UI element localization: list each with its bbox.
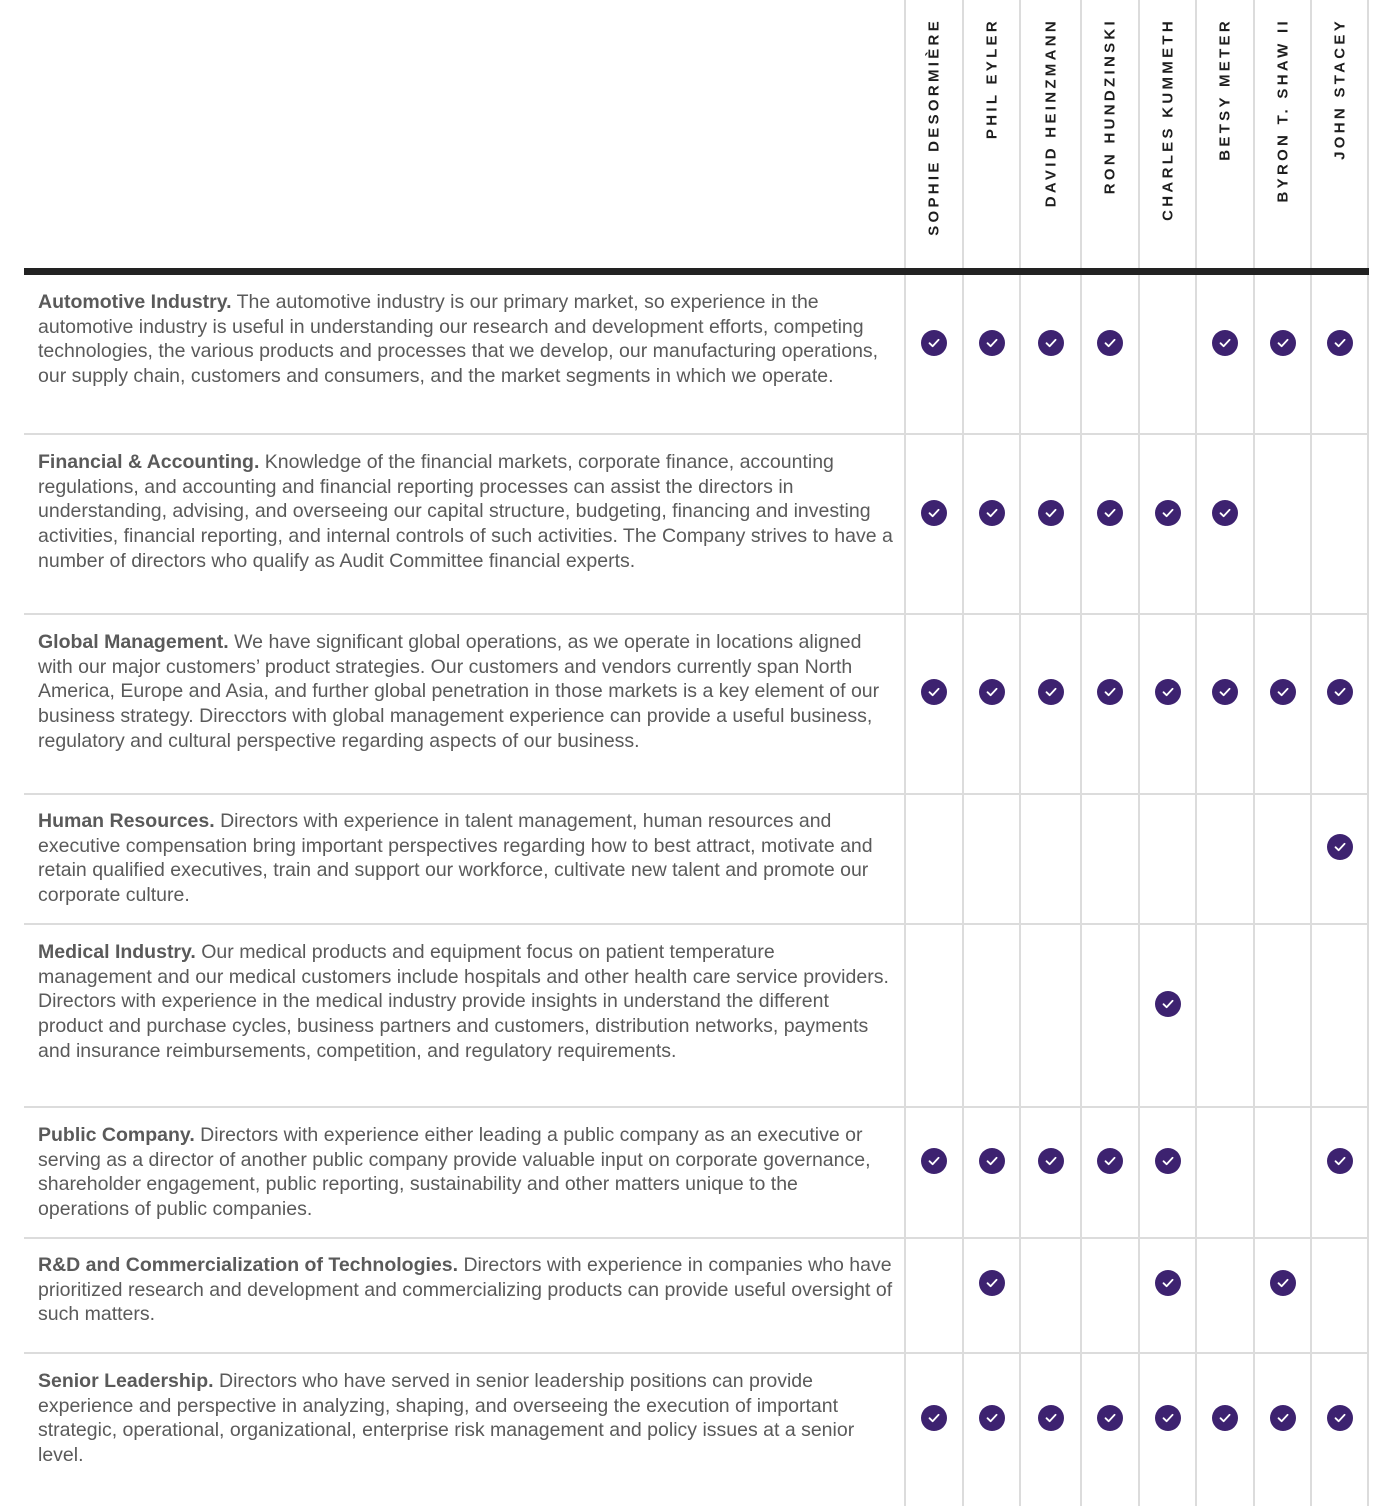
check-icon (1038, 330, 1064, 356)
skill-text: Knowledge of the financial markets, corporate finance, accounting regulations, and accounting and financial reporting processes can assist the directors in understanding, advising, and overseeing our capital structure, budgeting, financing and investing activities, financial reporting, and internal controls of such activities. The Company strives to have a number of directors who qualify as Audit Committee financial experts. (38, 451, 893, 572)
check-icon (1097, 330, 1123, 356)
column-divider (1195, 0, 1197, 1506)
check-icon (1327, 834, 1353, 860)
skill-text: Directors with experience either leading a public company as an executive or serving as a director of another public company provide valuable input on corporate governance, shareholder engagement, public reporting, sustainability and other matters unique to the operations of public companies. (38, 1124, 871, 1221)
check-icon (1097, 500, 1123, 526)
check-icon (1155, 1148, 1181, 1174)
check-icon (1038, 1405, 1064, 1431)
check-icon (921, 500, 947, 526)
director-name: JOHN STACEY (1331, 18, 1348, 160)
column-divider (1080, 0, 1082, 1506)
skill-title: Senior Leadership. (38, 1370, 214, 1392)
row-separator (24, 1106, 1369, 1108)
check-icon (979, 1270, 1005, 1296)
check-icon (979, 1148, 1005, 1174)
check-icon (1097, 679, 1123, 705)
skill-title: Human Resources. (38, 810, 215, 832)
check-icon (1327, 679, 1353, 705)
director-name: CHARLES KUMMETH (1159, 18, 1176, 221)
skill-title: Global Management. (38, 631, 229, 653)
check-icon (1270, 330, 1296, 356)
skill-text: Directors who have served in senior leadership positions can provide experience and perspective in analyzing, shaping, and overseeing the execution of important strategic, operational, organizational, enterprise risk management and policy issues at a senior level. (38, 1370, 855, 1467)
skill-title: Medical Industry. (38, 941, 196, 963)
skill-title: Public Company. (38, 1124, 195, 1146)
column-divider (962, 0, 964, 1506)
director-name: BETSY METER (1216, 18, 1234, 161)
column-divider (1310, 0, 1312, 1506)
skill-description (38, 450, 893, 574)
director-name: SOPHIE DESORMIÈRE (925, 18, 943, 236)
skill-text: Directors with experience in talent management, human resources and executive compensation bring important perspectives regarding how to best attract, motivate and retain qualified executives, train and support our workforce, cultivate new talent and promote our corporate culture. (38, 810, 873, 907)
director-name: BYRON T. SHAW II (1274, 18, 1291, 203)
director-name: PHIL EYLER (983, 18, 1000, 140)
column-divider (1138, 0, 1140, 1506)
check-icon (1097, 1148, 1123, 1174)
check-icon (921, 1405, 947, 1431)
check-icon (1270, 1405, 1296, 1431)
header-rule (24, 268, 1369, 275)
skill-description (38, 1253, 893, 1327)
skill-text: Directors with experience in companies who have prioritized research and development and commercializing products can provide useful oversight of such matters. (38, 1254, 893, 1326)
check-icon (979, 679, 1005, 705)
skill-description (38, 1369, 893, 1468)
skill-text: Our medical products and equipment focus on patient temperature management and our medical customers include hospitals and other health care service providers. Directors with experience in the medical industry provide insights in understand the different product and purchase cycles, business partners and customers, distribution networks, payments and insurance reimbursements, competition, and regulatory requirements. (38, 941, 889, 1062)
check-icon (1155, 1270, 1181, 1296)
skill-description (38, 290, 893, 389)
skill-description (38, 940, 893, 1064)
check-icon (1270, 679, 1296, 705)
column-divider (1367, 0, 1369, 1506)
skill-title: Financial & Accounting. (38, 451, 260, 473)
check-icon (1327, 1148, 1353, 1174)
row-separator (24, 1352, 1369, 1354)
check-icon (1327, 330, 1353, 356)
check-icon (1038, 679, 1064, 705)
check-icon (921, 679, 947, 705)
skill-description (38, 630, 893, 754)
check-icon (1327, 1405, 1353, 1431)
check-icon (1097, 1405, 1123, 1431)
check-icon (1038, 500, 1064, 526)
check-icon (1155, 500, 1181, 526)
check-icon (979, 330, 1005, 356)
check-icon (979, 1405, 1005, 1431)
skill-text: The automotive industry is our primary market, so experience in the automotive industry is useful in understanding our research and development efforts, competing technologies, the various products and processes that we develop, our manufacturing operations, our supply chain, customers and consumers, and the market segments in which we operate. (38, 291, 879, 388)
director-name: DAVID HEINZMANN (1042, 18, 1059, 208)
skill-title: Automotive Industry. (38, 291, 232, 313)
column-divider (1253, 0, 1255, 1506)
check-icon (1038, 1148, 1064, 1174)
check-icon (921, 330, 947, 356)
director-name: RON HUNDZINSKI (1101, 18, 1119, 195)
check-icon (1212, 1405, 1238, 1431)
skill-text: We have significant global operations, as we operate in locations aligned with our major customers’ product strategies. Our customers and vendors currently span North America, Europe and Asia, and further global penetration in those markets is a key element of our business strategy. Direcctors with global management experience can provide a useful business, regulatory and cultural perspective regarding aspects of our business. (38, 631, 880, 752)
check-icon (1155, 679, 1181, 705)
row-separator (24, 923, 1369, 925)
check-icon (1155, 1405, 1181, 1431)
check-icon (979, 500, 1005, 526)
column-divider (904, 0, 906, 1506)
check-icon (921, 1148, 947, 1174)
row-separator (24, 433, 1369, 435)
check-icon (1270, 1270, 1296, 1296)
skill-description (38, 1123, 893, 1222)
column-divider (1019, 0, 1021, 1506)
check-icon (1212, 330, 1238, 356)
skill-description (38, 809, 893, 908)
check-icon (1212, 679, 1238, 705)
row-separator (24, 613, 1369, 615)
skill-title: R&D and Commercialization of Technologies. (38, 1254, 459, 1276)
row-separator (24, 1237, 1369, 1239)
row-separator (24, 793, 1369, 795)
check-icon (1155, 991, 1181, 1017)
check-icon (1212, 500, 1238, 526)
